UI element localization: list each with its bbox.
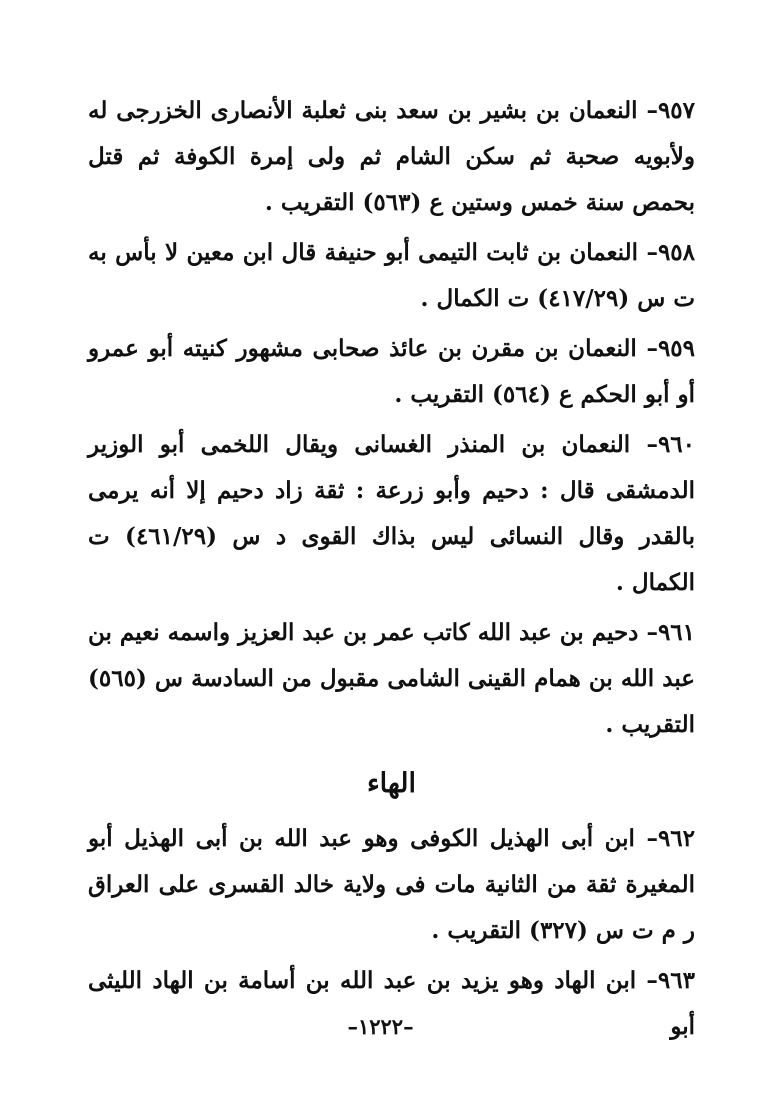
- entry-text: النعمان بن المنذر الغسانى ويقال اللخمى أبو الوزير الدمشقى قال : دحيم وأبو زرعة : ثقة زاد دحيم إلا أنه يرمى بالقدر وقال النسائى ليس بذاك القوى د س (٤٦١/٢٩) ت الكمال .: [88, 431, 695, 596]
- entry-962: [88, 816, 695, 954]
- entry-number: ٩٦٣–: [646, 967, 695, 994]
- entry-958: [88, 230, 695, 322]
- entry-number: ٩٥٩–: [646, 335, 696, 362]
- entry-text: النعمان بن بشير بن سعد بنى ثعلبة الأنصارى الخزرجى له ولأبويه صحبة ثم سكن الشام ثم ولى إمرة الكوفة ثم قتل بحمص سنة خمس وستين ع (٥٦٣) التقريب .: [88, 97, 695, 216]
- page-number: –١٢٢٢–: [347, 1014, 414, 1039]
- entry-960: [88, 422, 695, 606]
- entry-text: النعمان بن مقرن بن عائذ صحابى مشهور كنيته أبو عمرو أو أبو الحكم ع (٥٦٤) التقريب .: [88, 335, 695, 408]
- entries-container: [88, 88, 695, 1054]
- entry-959: [88, 326, 695, 418]
- entry-961: [88, 610, 695, 748]
- entry-number: ٩٦٢–: [646, 825, 695, 852]
- entry-text: النعمان بن ثابت التيمى أبو حنيفة قال ابن معين لا بأس به ت س (٤١٧/٢٩) ت الكمال .: [88, 239, 695, 312]
- section-heading: الهاء: [366, 768, 417, 799]
- entry-text: ابن الهاد وهو يزيد بن عبد الله بن أسامة بن الهاد الليثى أبو: [88, 967, 695, 1040]
- entry-text: دحيم بن عبد الله كاتب عمر بن عبد العزيز واسمه نعيم بن عبد الله بن همام القينى الشامى مقبول من السادسة س (٥٦٥) التقريب .: [88, 619, 695, 738]
- entry-number: ٩٥٧–: [646, 97, 695, 124]
- entry-number: ٩٦٠–: [646, 431, 695, 458]
- entry-number: ٩٥٨–: [646, 239, 695, 266]
- entry-text: ابن أبى الهذيل الكوفى وهو عبد الله بن أبى الهذيل أبو المغيرة ثقة من الثانية مات فى ولاية خالد القسرى على العراق ر م ت س (٣٢٧) التقريب .: [88, 825, 695, 944]
- entry-number: ٩٦١–: [646, 619, 695, 646]
- entry-957: [88, 88, 695, 226]
